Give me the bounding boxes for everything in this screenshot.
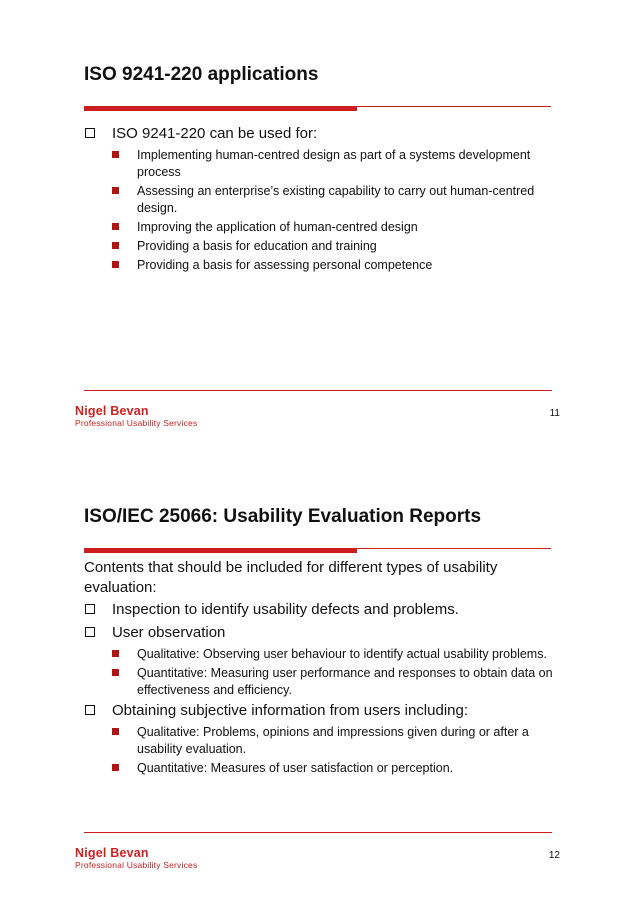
logo-subtitle: Professional Usability Services [75, 417, 198, 428]
sub-list-item [84, 147, 564, 181]
sub-list-item [84, 724, 564, 758]
square-bullet-icon [112, 242, 119, 249]
square-bullet-icon [112, 223, 119, 230]
sub-bullet-text: Improving the application of human-centred design [137, 220, 418, 234]
sub-bullet-text: Providing a basis for assessing personal competence [137, 258, 433, 272]
logo-name: Nigel Bevan [75, 404, 149, 418]
title-accent-bar [84, 548, 357, 553]
sub-bullet-text: Qualitative: Observing user behaviour to identify actual usability problems. [137, 647, 547, 661]
logo [75, 405, 197, 427]
slide-12 [0, 462, 638, 902]
footer-rule [84, 390, 552, 391]
slide-content [84, 558, 564, 779]
page-number: 12 [548, 850, 560, 861]
footer-rule [84, 832, 552, 833]
bullet-text: Obtaining subjective information from users including: [112, 702, 469, 719]
title-accent-bar [84, 106, 357, 111]
sub-bullet-text: Implementing human-centred design as part of a systems development process [137, 148, 531, 179]
square-bullet-icon [112, 261, 119, 268]
sub-list-item [84, 219, 564, 236]
square-bullet-icon [112, 151, 119, 158]
sub-bullet-text: Quantitative: Measuring user performance and responses to obtain data on effectiveness and efficiency. [137, 666, 553, 697]
square-bullet-icon [112, 728, 119, 735]
intro-text: Contents that should be included for different types of usability evaluation: [84, 559, 498, 596]
list-item [84, 701, 564, 721]
checkbox-bullet-icon [85, 604, 95, 614]
list-item [84, 623, 564, 643]
slide-title: ISO 9241-220 applications [84, 64, 319, 85]
checkbox-bullet-icon [85, 705, 95, 715]
sub-list-item [84, 183, 564, 217]
page-number: 11 [549, 408, 560, 419]
logo-name: Nigel Bevan [75, 846, 149, 860]
sub-list-item [84, 646, 564, 663]
logo-subtitle: Professional Usability Services [75, 859, 198, 870]
list-item [84, 124, 564, 144]
square-bullet-icon [112, 669, 119, 676]
sub-bullet-text: Qualitative: Problems, opinions and impressions given during or after a usability evaluation. [137, 725, 529, 756]
logo [75, 847, 197, 869]
square-bullet-icon [112, 187, 119, 194]
bullet-text: ISO 9241-220 can be used for: [112, 125, 318, 142]
sub-bullet-text: Assessing an enterprise’s existing capability to carry out human-centred design. [137, 184, 535, 215]
checkbox-bullet-icon [85, 128, 95, 138]
sub-list-item [84, 665, 564, 699]
slide-11 [0, 20, 638, 460]
sub-list-item [84, 760, 564, 777]
slide-content [84, 124, 564, 276]
slide-title: ISO/IEC 25066: Usability Evaluation Reports [84, 506, 482, 527]
square-bullet-icon [112, 650, 119, 657]
sub-bullet-text: Providing a basis for education and training [137, 239, 377, 253]
sub-bullet-text: Quantitative: Measures of user satisfaction or perception. [137, 761, 454, 775]
sub-list-item [84, 238, 564, 255]
square-bullet-icon [112, 764, 119, 771]
bullet-text: User observation [112, 624, 226, 641]
bullet-text: Inspection to identify usability defects and problems. [112, 601, 459, 618]
checkbox-bullet-icon [85, 627, 95, 637]
sub-list-item [84, 257, 564, 274]
list-item [84, 600, 564, 620]
